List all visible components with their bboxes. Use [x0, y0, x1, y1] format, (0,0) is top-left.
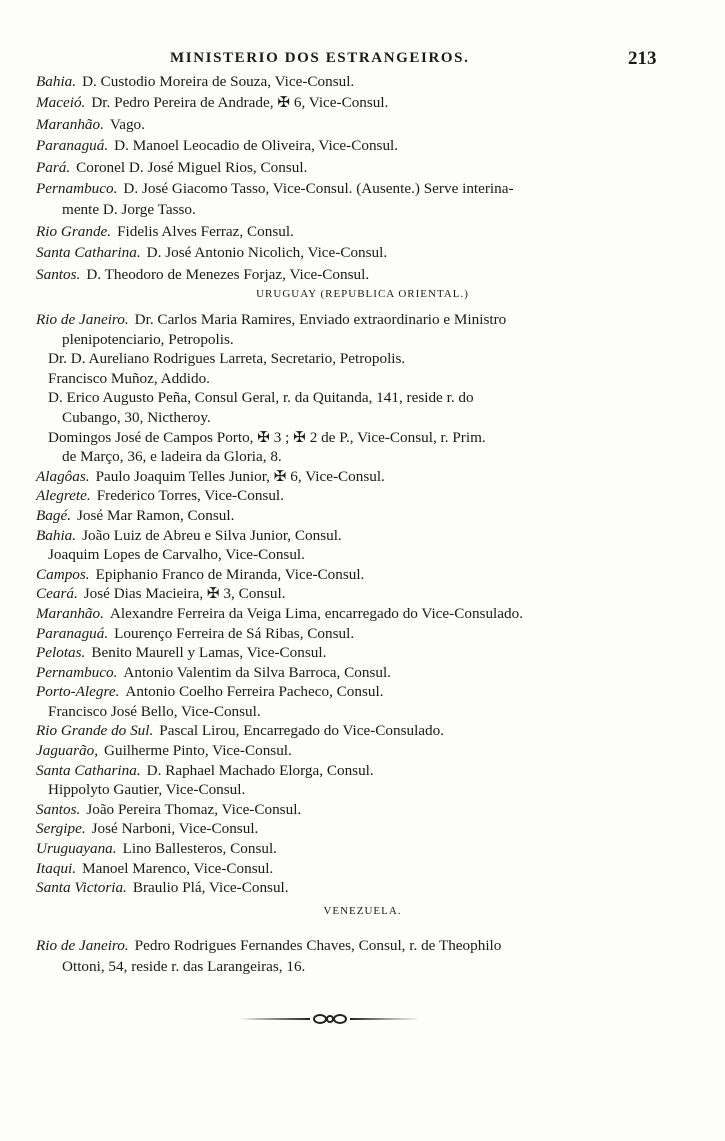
entry-text: Coronel D. José Miguel Rios, Consul. — [76, 158, 308, 176]
entry-text: João Luiz de Abreu e Silva Junior, Consul. — [82, 526, 342, 544]
list-line — [36, 330, 676, 350]
list-line — [36, 800, 676, 820]
entry-text: D. Erico Augusto Peña, Consul Geral, r. da Quitanda, 141, reside r. do — [48, 389, 474, 407]
list-line — [36, 702, 676, 722]
place-name: Maceió. — [36, 94, 86, 112]
place-name: Santa Catharina. — [36, 244, 141, 262]
place-name: Jaguarão, — [36, 742, 99, 760]
entry-text: Dr. D. Aureliano Rodrigues Larreta, Secretario, Petropolis. — [48, 350, 406, 368]
place-name: Alegrete. — [36, 487, 91, 505]
list-line — [36, 780, 676, 800]
list-line — [36, 545, 676, 565]
entry-text: D. José Antonio Nicolich, Vice-Consul. — [146, 244, 388, 262]
entry-text: D. Theodoro de Menezes Forjaz, Vice-Consul. — [86, 265, 370, 283]
entry-text: Joaquim Lopes de Carvalho, Vice-Consul. — [48, 546, 305, 564]
place-name: Uruguayana. — [36, 840, 117, 858]
place-name: Rio Grande do Sul. — [36, 722, 154, 740]
list-line — [36, 135, 676, 156]
brazil-consuls-list — [36, 71, 676, 285]
entry-text: Lourenço Ferreira de Sá Ribas, Consul. — [114, 624, 355, 642]
place-name: Santa Victoria. — [36, 879, 127, 897]
entry-text: Hippolyto Gautier, Vice-Consul. — [48, 781, 246, 799]
list-line — [36, 604, 676, 624]
entry-text: Antonio Valentim da Silva Barroca, Consul. — [123, 663, 391, 681]
entry-text: Epiphanio Franco de Miranda, Vice-Consul. — [95, 565, 365, 583]
place-name: Bahia. — [36, 526, 77, 544]
entry-text: João Pereira Thomaz, Vice-Consul. — [86, 800, 302, 818]
list-line — [36, 935, 676, 956]
place-name: Alagôas. — [36, 467, 90, 485]
list-line — [36, 878, 676, 898]
place-name: Porto-Alegre. — [36, 683, 120, 701]
entry-text: Dr. Carlos Maria Ramires, Enviado extraordinario e Ministro — [134, 311, 507, 328]
entry-text: Lino Ballesteros, Consul. — [122, 840, 277, 858]
uruguay-consuls-list — [36, 310, 676, 898]
list-line — [36, 178, 676, 199]
place-name: Maranhão. — [36, 604, 104, 622]
entry-text: D. Custodio Moreira de Souza, Vice-Consul. — [82, 73, 355, 90]
place-name: Paranaguá. — [36, 624, 109, 642]
place-name: Pará. — [36, 158, 71, 176]
list-line — [36, 526, 676, 546]
place-name: Pelotas. — [36, 644, 86, 662]
list-line — [36, 506, 676, 526]
list-line — [36, 310, 676, 330]
list-line — [36, 428, 676, 448]
list-line — [36, 663, 676, 683]
list-line — [36, 859, 676, 879]
entry-text: Fidelis Alves Ferraz, Consul. — [117, 222, 294, 240]
place-name: Santos. — [36, 265, 81, 283]
section-heading-uruguay: URUGUAY (REPUBLICA ORIENTAL.) — [256, 288, 469, 300]
section-heading-venezuela: VENEZUELA. — [323, 905, 402, 917]
list-line — [36, 584, 676, 604]
list-line — [36, 114, 676, 135]
entry-text: José Narboni, Vice-Consul. — [91, 820, 259, 838]
ornament-divider-icon — [240, 1012, 420, 1026]
entry-text: Guilherme Pinto, Vice-Consul. — [104, 742, 292, 760]
entry-text: Pedro Rodrigues Fernandes Chaves, Consul, r. de Theophilo — [134, 937, 502, 954]
entry-text: Vago. — [109, 115, 145, 133]
entry-text: Dr. Pedro Pereira de Andrade, ✠ 6, Vice-Consul. — [91, 94, 389, 112]
venezuela-consuls-list — [36, 935, 676, 978]
list-line — [36, 624, 676, 644]
list-line — [36, 242, 676, 263]
page-number: 213 — [628, 48, 657, 69]
list-line — [36, 92, 676, 113]
list-line — [36, 682, 676, 702]
place-name: Paranaguá. — [36, 137, 109, 155]
place-name: Maranhão. — [36, 115, 104, 133]
entry-text: José Dias Macieira, ✠ 3, Consul. — [83, 585, 286, 603]
entry-text: Pascal Lirou, Encarregado do Vice-Consulado. — [159, 722, 445, 740]
list-line — [36, 643, 676, 663]
entry-text: Francisco José Bello, Vice-Consul. — [48, 702, 261, 720]
list-line — [36, 956, 676, 977]
list-line — [36, 369, 676, 389]
place-name: Rio Grande. — [36, 222, 112, 240]
list-line — [36, 349, 676, 369]
list-line — [36, 741, 676, 761]
list-line — [36, 839, 676, 859]
entry-text: Paulo Joaquim Telles Junior, ✠ 6, Vice-Consul. — [95, 467, 385, 485]
list-line — [36, 721, 676, 741]
list-line — [36, 199, 676, 220]
list-line — [36, 486, 676, 506]
list-line — [36, 819, 676, 839]
entry-text: mente D. Jorge Tasso. — [62, 201, 196, 219]
list-line — [36, 565, 676, 585]
entry-text: José Mar Ramon, Consul. — [77, 506, 235, 524]
entry-text: Frederico Torres, Vice-Consul. — [96, 487, 284, 505]
place-name: Sergipe. — [36, 820, 86, 838]
page-header — [0, 48, 725, 72]
entry-text: D. José Giacomo Tasso, Vice-Consul. (Ausente.) Serve interina- — [123, 179, 514, 197]
place-name: Pernambuco. — [36, 663, 118, 681]
entry-text: de Março, 36, e ladeira da Gloria, 8. — [62, 448, 282, 466]
list-line — [36, 467, 676, 487]
place-name: Santos. — [36, 800, 81, 818]
place-name: Santa Catharina. — [36, 761, 141, 779]
place-name: Rio de Janeiro. — [36, 937, 129, 954]
list-line — [36, 408, 676, 428]
entry-text: Benito Maurell y Lamas, Vice-Consul. — [91, 644, 327, 662]
entry-text: Manoel Marenco, Vice-Consul. — [82, 859, 274, 877]
list-line — [36, 388, 676, 408]
entry-text: Alexandre Ferreira da Veiga Lima, encarregado do Vice-Consulado. — [109, 604, 523, 622]
entry-text: D. Manoel Leocadio de Oliveira, Vice-Consul. — [114, 137, 399, 155]
entry-text: plenipotenciario, Petropolis. — [62, 330, 234, 348]
place-name: Campos. — [36, 565, 90, 583]
entry-text: Antonio Coelho Ferreira Pacheco, Consul. — [125, 683, 384, 701]
place-name: Itaqui. — [36, 859, 77, 877]
list-line — [36, 221, 676, 242]
entry-text: Domingos José de Campos Porto, ✠ 3 ; ✠ 2 de P., Vice-Consul, r. Prim. — [48, 428, 486, 446]
entry-text: Ottoni, 54, reside r. das Larangeiras, 16. — [62, 958, 306, 976]
place-name: Bahia. — [36, 73, 77, 90]
place-name: Bagé. — [36, 506, 72, 524]
entry-text: Francisco Muñoz, Addido. — [48, 369, 210, 387]
list-line — [36, 761, 676, 781]
entry-text: Cubango, 30, Nictheroy. — [62, 408, 211, 426]
list-line — [36, 264, 676, 285]
entry-text: Braulio Plá, Vice-Consul. — [132, 879, 289, 897]
entry-text: D. Raphael Machado Elorga, Consul. — [146, 761, 374, 779]
list-line — [36, 447, 676, 467]
place-name: Pernambuco. — [36, 179, 118, 197]
list-line — [36, 157, 676, 178]
running-title: MINISTERIO DOS ESTRANGEIROS. — [170, 50, 470, 66]
place-name: Ceará. — [36, 585, 78, 603]
list-line — [36, 71, 676, 92]
place-name: Rio de Janeiro. — [36, 311, 129, 328]
